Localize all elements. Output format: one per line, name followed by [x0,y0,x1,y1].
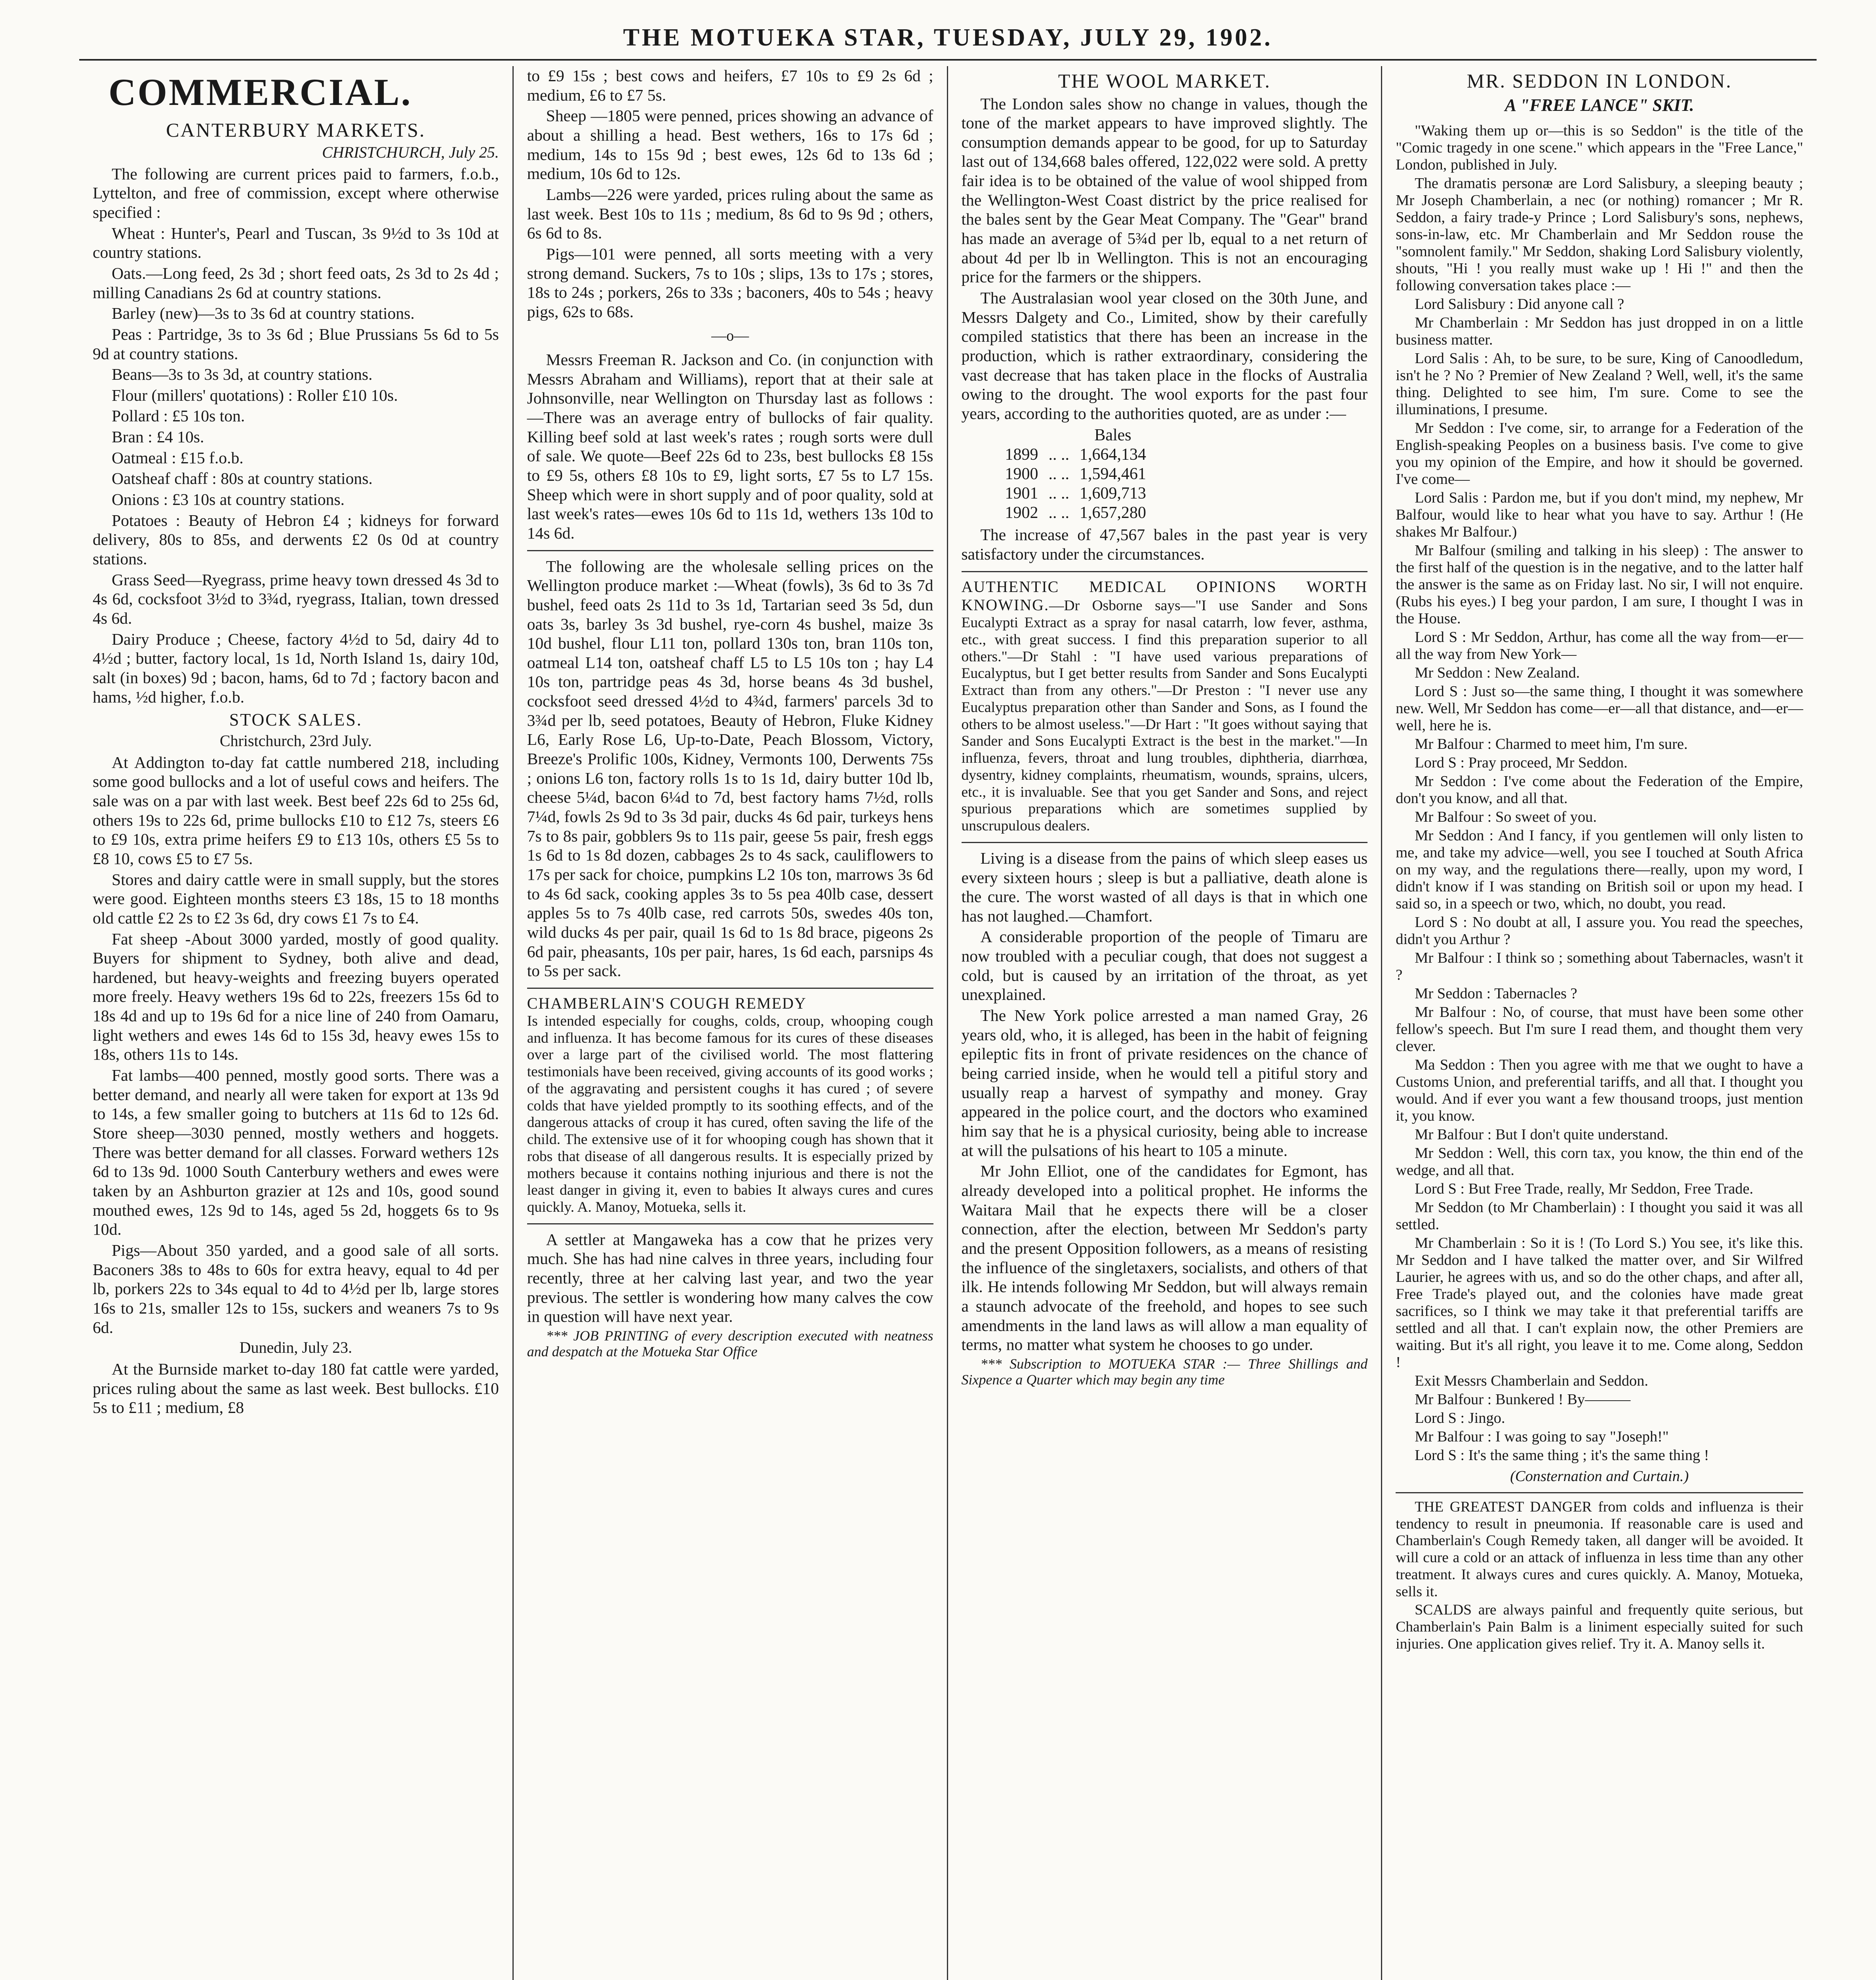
paragraph: Oatmeal : £15 f.o.b. [112,448,244,467]
dialogue-line: Lord S : No doubt at all, I assure you. You read the speeches, didn't you Arthur ? [1396,914,1803,948]
dialogue-line: Lord S : Pray proceed, Mr Seddon. [1415,754,1628,771]
dateline: CHRISTCHURCH, July 25. [322,143,499,161]
paragraph: Peas : Partridge, 3s to 3s 6d ; Blue Prussians 5s 6d to 5s 9d at country stations. [93,325,499,363]
dialogue-line: Lord S : It's the same thing ; it's the same thing ! [1415,1447,1709,1464]
dialogue-line: Lord S : Jingo. [1415,1409,1505,1426]
dialogue-line: Mr Balfour : I was going to say "Joseph!" [1415,1428,1669,1445]
table-row [1005,465,1157,484]
paragraph: Grass Seed—Ryegrass, prime heavy town dressed 4s 3d to 4s 6d, cocksfoot 3½d to 3¾d, ryegrass, Italian, town dressed 4s 6d. [93,570,499,628]
dateline: Dunedin, July 23. [239,1338,352,1357]
stock-sales-heading: STOCK SALES. [229,710,362,730]
paragraph: The increase of 47,567 bales in the past year is very satisfactory under the circumstances. [961,525,1368,563]
paragraph: Fat lambs—400 penned, mostly good sorts. There was a better demand, and nearly all were taken for export at 13s 9d to 14s, a few smaller going to butchers at 11s 6d to 12s 6d. Store sheep—3030 penned, mostly wethers and hoggets. There was better demand for all classes. Forward wethers 12s 6d to 13s 9d. 1000 South Canterbury wethers and ewes were taken by an Ashburton grazier at 12s and 10s, good sound mouthed ewes, 12s 9d to 14s, aged 5s 2d, hoggets 6s to 9s 10d. [93,1066,499,1239]
dateline: Christchurch, 23rd July. [219,731,372,750]
paragraph: Stores and dairy cattle were in small supply, but the stores were good. Eighteen months steers £3 18s, 15 to 18 months old cattle £2 2s to £2 3s 6d, dry cows £1 7s to £4. [93,870,499,927]
paragraph: Is intended especially for coughs, colds, croup, whooping cough and influenza. It has become famous for its cures of these diseases over a large part of the civilised world. The most flattering testimonials have been received, giving accounts of its good works ; of the aggravating and persistent coughs it has cured ; of severe colds that have yielded promptly to its soothing effects, and of the dangerous attacks of croup it has cured, often saving the life of the child. The extensive use of it for whooping cough has shown that it robs that disease of all dangerous results. It is especially prized by mothers because it contains nothing injurious and there is not the least danger in giving it, even to babies It always cures and cures quickly. A. Manoy, Motueka, sells it. [527,1013,933,1216]
table-cell: .. .. [1048,504,1069,522]
paragraph: Lambs—226 were yarded, prices ruling about the same as last week. Best 10s to 11s ; medium, 8s 6d to 9s 9d ; others, 6s 6d to 8s. [527,185,933,242]
paragraph: Flour (millers' quotations) : Roller £10 10s. [112,386,398,404]
table-row [1005,445,1157,465]
paragraph: Oats.—Long feed, 2s 3d ; short feed oats, 2s 3d to 2s 4d ; milling Canadians 2s 6d at country stations. [93,264,499,302]
wool-market-heading: THE WOOL MARKET. [1058,70,1271,92]
dialogue-line: Mr Balfour : Charmed to meet him, I'm sure. [1415,735,1688,752]
dialogue-line: Mr Seddon : Tabernacles ? [1415,985,1577,1002]
dialogue-line: Lord S : But Free Trade, really, Mr Seddon, Free Trade. [1415,1180,1754,1197]
paragraph: Pollard : £5 10s ton. [112,407,245,425]
column-wool [948,66,1383,1980]
dialogue-line: Mr Balfour : But I don't quite understand. [1415,1126,1668,1143]
cough-remedy-heading: CHAMBERLAIN'S COUGH REMEDY [527,994,807,1012]
column-commercial [79,66,514,1980]
paragraph: Living is a disease from the pains of which sleep eases us every sixteen hours ; sleep is but a palliative, death alone is the cure. The worst wasted of all days is that in which one has not laughed.—Chamfort. [961,849,1368,925]
dialogue-line: Lord S : Just so—the same thing, I thought it was somewhere new. Well, Mr Seddon has come—er—all that distance, and—er—well, here he is. [1396,683,1803,734]
curtain-line: (Consternation and Curtain.) [1510,1468,1689,1485]
dialogue-line: Mr Seddon : I've come about the Federation of the Empire, don't you know, and all that. [1396,773,1803,807]
wool-exports-table [1005,426,1157,523]
dialogue-line: Lord S : Mr Seddon, Arthur, has come all the way from—er—all the way from New York— [1396,628,1803,663]
dialogue-line: The dramatis personæ are Lord Salisbury, a sleeping beauty ; Mr Joseph Chamberlain, a nec (or nothing) romancer ; Mr R. Seddon, a fairy trade-y Prince ; Lord Salisbury's sons, nephews, sons-in-law, etc. Mr Chamberlain and Mr Seddon rouse the "somnolent family." Mr Seddon, shaking Lord Salisbury violently, shouts, "Hi ! you really must wake up ! Hi !" and then the following conversation takes place :— [1396,175,1803,294]
table-cell: 1,594,461 [1080,465,1146,483]
paragraph: Onions : £3 10s at country stations. [112,490,345,509]
section-heading: COMMERCIAL. [109,71,412,113]
rule [527,1223,933,1224]
dialogue-line: Exit Messrs Chamberlain and Seddon. [1415,1372,1648,1389]
dialogue-line: Mr Seddon : And I fancy, if you gentlemen will only listen to me, and take my advice—well, you see I touched at South Africa on my way, and the regulations there—really, upon my word, I didn't know if I was standing on British soil or upon my head. I said so, in a speech or two, which, no doubt, you read. [1396,827,1803,912]
rule [1396,1492,1803,1493]
paragraph: At Addington to-day fat cattle numbered 218, including some good bullocks and a lot of useful cows and heifers. The sale was on a par with last week. Best beef 22s 6d to 25s 6d, others 19s to 22s 6d, prime bullocks £10 to £12 7s, steers £6 to £9 10s, extra prime heifers £9 to £13 10s, others £5 5s to £8 10, cows £5 to £7 5s. [93,753,499,868]
paragraph: Dairy Produce ; Cheese, factory 4½d to 5d, dairy 4d to 4½d ; butter, factory local, 1s 1d, North Island 1s, dairy 10d, salt (in boxes) 9d ; bacon, hams, 6d to 7d ; factory bacon and hams, ½d higher, f.o.b. [93,630,499,706]
dialogue-line: Mr Balfour : I think so ; something about Tabernacles, wasn't it ? [1396,949,1803,983]
dialogue-line: Lord Salisbury : Did anyone call ? [1415,295,1625,312]
paragraph: Beans—3s to 3s 3d, at country stations. [112,365,373,384]
table-cell: 1900 [1005,465,1038,483]
paragraph: Pigs—101 were penned, all sorts meeting with a very strong demand. Suckers, 7s to 10s ; slips, 13s to 17s ; stores, 18s to 24s ; porkers, 26s to 33s ; baconers, 40s to 54s ; heavy pigs, 62s to 68s. [527,244,933,321]
table-cell: .. .. [1048,445,1069,464]
paragraph: Wheat : Hunter's, Pearl and Tuscan, 3s 9½d to 3s 10d at country stations. [93,224,499,262]
table-cell: 1,657,280 [1080,504,1146,522]
paragraph: SCALDS are always painful and frequently quite serious, but Chamberlain's Pain Balm is a liniment especially suited for such injuries. One application gives relief. Try it. A. Manoy sells it. [1396,1602,1803,1652]
paragraph: Sheep —1805 were penned, prices showing an advance of about a shilling a head. Best wethers, 16s to 17s 6d ; medium, 14s to 15s 9d ; best ewes, 12s 6d to 13s 6d ; medium, 10s 6d to 12s. [527,107,933,183]
dialogue-line: Mr Seddon : I've come, sir, to arrange for a Federation of the English-speaking Peoples on a business basis. I've come to give you my opinion of the Empire, and how it should be governed. I've come— [1396,419,1803,487]
paragraph: The following are the wholesale selling prices on the Wellington produce market :—Wheat (fowls), 3s 6d to 3s 7d bushel, feed oats 2s 11d to 3s 1d, Tartarian seed 3s 5d, dun oats 3s, barley 3s 3d bushel, rye-corn 4s bushel, maize 3s 10d bushel, flour L11 ton, pollard 130s ton, bran 110s ton, oatmeal L14 ton, oatsheaf chaff L5 to L5 10s ton ; hay L4 10s ton, partridge peas 4s 3d, horse beans 4s 3d bushel, cocksfoot seed dressed 4½d to 4¾d, farmers' parcels 3d to 3¾d per lb, seed potatoes, Beauty of Hebron, Fluke Kidney L6, Early Rose L6, Up-to-Date, Peach Blossom, Victory, Breeze's Prolific 100s, Kidney, Vermonts 100, Derwents 75s ; onions L6 ton, factory rolls 1s to 1s 1d, dairy butter 10d lb, cheese 5¼d, bacon 6¼d to 7d, best factory hams 7½d, rolls 7¼d, fowls 2s 9d to 3s 3d pair, ducks 4s 6d pair, turkeys hens 7s to 8s pair, gobblers 9s to 11s pair, geese 5s pair, fresh eggs 1s 6d to 1s 8d dozen, cabbages 2s to 4s sack, cauliflowers to 17s per sack for choice, pumpkins L2 10s ton, marrows 3s 6d to 4s 6d sack, cooking apples 3s to 5s pea 40lb case, dessert apples 5s to 7s 40lb case, red carrots 50s, swedes 40s ton, wild ducks 4s per pair, quail 1s 6d to 1s 8d brace, pigeons 2s 6d pair, pheasants, 10s per pair, hares, 1s 6d each, parsnips 4s to 5s per sack. [527,557,933,980]
seddon-dialogue [1396,122,1803,1485]
table-cell: 1901 [1005,484,1038,503]
subscription-notice: *** Subscription to MOTUEKA STAR :— Three Shillings and Sixpence a Quarter which may begin any time [961,1356,1368,1388]
table-cell: .. .. [1048,465,1069,483]
dialogue-line: Mr Chamberlain : So it is ! (To Lord S.) You see, it's like this. Mr Seddon and I have talked the matter over, and Sir Wilfred Laurier, he agrees with us, and so do the other chaps, and after all, Free Trade's played out, and the colonies have made great sacrifices, so I think we may take it that preferential tariffs are settled and all that. I can't explain now, the other Premiers are waiting. But it's all right, you leave it to me. Come along, Seddon ! [1396,1234,1803,1371]
paragraph: A considerable proportion of the people of Timaru are now troubled with a peculiar cough, that does not suggest a cold, but is caused by an irritation of the throat, as yet unexplained. [961,927,1368,1004]
table-cell: 1902 [1005,504,1038,522]
table-cell: 1,609,713 [1080,484,1146,503]
dialogue-line: Mr Seddon : Well, this corn tax, you know, the thin end of the wedge, and all that. [1396,1144,1803,1178]
dialogue-line: Lord Salis : Ah, to be sure, to be sure, King of Canoodledum, isn't he ? No ? Premier of New Zealand ? Well, well, it's the same thing. Delighted to see him, I'm sure. Come to see the illuminations, I presume. [1396,350,1803,418]
seddon-heading: MR. SEDDON IN LONDON. [1467,70,1732,92]
rule [527,988,933,989]
dialogue-line: Mr Balfour : So sweet of you. [1415,808,1597,825]
paragraph [962,578,1368,835]
dialogue-line: Lord Salis : Pardon me, but if you don't mind, my nephew, Mr Balfour, would like to hear what you have to say. Arthur ! (He shakes Mr Balfour.) [1396,489,1803,540]
paragraph: At the Burnside market to-day 180 fat cattle were yarded, prices ruling about the same as last week. Best bullocks. £10 5s to £11 ; medium, £8 [93,1360,499,1417]
job-printing-notice: *** JOB PRINTING of every description executed with neatness and despatch at the Motueka Star Office [527,1328,933,1360]
paragraph: Fat sheep -About 3000 yarded, mostly of good quality. Buyers for shipment to Sydney, both alive and dead, hardened, but heavy-weights and freezing buyers operated more freely. Heavy wethers 19s 6d to 22s, freezers 15s 6d to 18s 4d and up to 19s 6d for a nice line of 240 from Oamaru, light wethers and ewes 14s 6d to 15s 3d, heavy ewes 15s to 18s, others 11s to 14s. [93,929,499,1064]
table-header: Bales [1094,426,1131,444]
paragraph: The New York police arrested a man named Gray, 26 years old, who, it is alleged, has been in the habit of feigning epileptic fits in front of private residences on the chance of being carried inside, when he would tell a pitiful story and usually reap a harvest of sympathy and money. Gray appeared in the police court, and the doctors who examined him say that he is a physical curiosity, being able to increase at will the pulsations of his heart to 105 a minute. [961,1006,1368,1159]
rule [527,550,933,551]
rule [962,571,1368,572]
paragraph: The Australasian wool year closed on the 30th June, and Messrs Dalgety and Co., Limited, show by their carefully compiled statistics that there has been an increase in the production, which is rather extraordinary, considering the vast decrease that has taken place in the flocks of Australia owing to the drought. The wool exports for the past four years, according to the authorities quoted, are as under :— [961,289,1368,423]
paragraph: Oatsheaf chaff : 80s at country stations. [112,469,373,488]
paragraph: A settler at Mangaweka has a cow that he prizes very much. She has had nine calves in three years, including four recently, three at her calving last year, and two the year previous. The settler is wondering how many calves the cow in question will have next year. [527,1230,933,1326]
paragraph: Bran : £4 10s. [112,428,204,446]
paragraph: THE GREATEST DANGER from colds and influenza is their tendency to result in pneumonia. If reasonable care is used and Chamberlain's Cough Remedy taken, all danger will be avoided. It will cure a cold or an attack of influenza in less time than any other treatment. It always cures and cures quickly. A. Manoy, Motueka, sells it. [1396,1498,1803,1600]
medical-text: —Dr Osborne says—"I use Sander and Sons Eucalypti Extract as a spray for nasal catarrh, low fever, asthma, etc., with great success. I find this preparation superior to all others."—Dr Stahl : "I have used various preparations of Eucalyptus, but I get better results from Sander and Sons Eucalypti Extract than from any others."—Dr Preston : "I never use any Eucalyptus preparation other than Sander and Sons, as I found the others to be almost useless."—Dr Hart : "It goes without saying that Sander and Sons Eucalypti Extract is the best in the market."—In influenza, fevers, throat and lung troubles, diphtheria, diarrhœa, dysentry, kidney complaints, rheumatism, wounds, sprains, ulcers, etc., it is invaluable. See that you get Sander and Sons, and reject spurious preparations which are sometimes supplied by unscrupulous dealers. [961,598,1368,834]
columns [79,66,1817,1980]
seddon-subheading: A "FREE LANCE" SKIT. [1505,95,1694,115]
table-row [1005,503,1157,523]
dialogue-line: "Waking them up or—this is so Seddon" is the title of the "Comic tragedy in one scene." which appears in the "Free Lance," London, published in July. [1396,122,1803,173]
paragraph: Messrs Freeman R. Jackson and Co. (in conjunction with Messrs Abraham and Williams), report that at their sale at Johnsonville, near Wellington on Thursday last as follows :—There was an average entry of bullocks of fair quality. Killing beef sold at last week's rates ; rough sorts were dull of sale. We quote—Beef 22s 6d to 23s, best bullocks £8 15s to £9 5s, others £8 10s to £9, light sorts, £7 5s to L7 15s. Sheep which were in short supply and of poor quality, sold at last week's rates—ewes 10s 6d to 11s 1d, wethers 13s 10d to 14s 6d. [527,350,933,542]
dialogue-line: Mr Balfour : No, of course, that must have been some other fellow's speech. But I'm sure I read them, and thought them very clever. [1396,1003,1803,1055]
table-cell: .. .. [1048,484,1069,503]
table-header-row [1005,426,1157,445]
dialogue-line: Mr Balfour (smiling and talking in his sleep) : The answer to the first half of the question is in the negative, and to the latter half the answer is the same as on Friday last. No sir, I will not enquire. (Rubs his eyes.) I beg your pardon, I am sure, I thought I was in the House. [1396,542,1803,627]
divider: —o— [711,327,749,344]
medical-heading: AUTHENTIC MEDICAL OPINIONS WORTH KNOWING. [961,577,1368,614]
table-cell: 1,664,134 [1080,445,1146,464]
paragraph: Barley (new)—3s to 3s 6d at country stations. [112,304,415,323]
dialogue-line: Mr Balfour : Bunkered ! By——— [1415,1391,1631,1408]
column-seddon [1382,66,1817,1980]
table-cell: 1899 [1005,445,1038,464]
paragraph: Potatoes : Beauty of Hebron £4 ; kidneys for forward delivery, 80s to 85s, and derwents £2 0s 0d at country stations. [93,511,499,568]
paragraph: Mr John Elliot, one of the candidates for Egmont, has already developed into a political prophet. He informs the Waitara Mail that he expects there will be a closer connection, after the election, between Mr Seddon's party and the present Opposition followers, as a means of resisting the influence of the singletaxers, socialists, and others of that ilk. He intends following Mr Seddon, but will always remain a staunch advocate of the freehold, and hopes to see such amendments in the land laws as will allow a man equality of terms, no matter what system he chooses to go under. [961,1162,1368,1354]
paragraph: The following are current prices paid to farmers, f.o.b., Lyttelton, and free of commission, except where otherwise specified : [93,164,499,221]
paragraph: The London sales show no change in values, though the tone of the market appears to have improved slightly. The consumption demands appear to be good, for up to Saturday last out of 134,668 bales offered, 122,022 were sold. A pretty fair idea is to be obtained of the value of wool shipped from the Wellington-West Coast district by the price realised for the bales sent by the Gear Meat Company. The "Gear" brand has made an average of 5¾d per lb, equal to a net return of about 4d per lb in Wellington. This is not an encouraging price for the farmers or the shippers. [961,94,1368,286]
table-row [1005,484,1157,503]
paragraph: to £9 15s ; best cows and heifers, £7 10s to £9 2s 6d ; medium, £6 to £7 5s. [527,67,933,104]
masthead: THE MOTUEKA STAR, TUESDAY, JULY 29, 1902. [79,24,1817,61]
dialogue-line: Mr Seddon (to Mr Chamberlain) : I thought you said it was all settled. [1396,1199,1803,1233]
paragraph: Pigs—About 350 yarded, and a good sale of all sorts. Baconers 38s to 48s to 60s for extra heavy, equal to 4d per lb, porkers 22s to 34s equal to 4d to 4½d per lb, large stores 16s to 21s, smaller 12s to 15s, suckers and weaners 7s to 9s 6d. [93,1241,499,1336]
dialogue-line: Mr Chamberlain : Mr Seddon has just dropped in on a little business matter. [1396,314,1803,348]
rule [962,842,1368,843]
dialogue-line: Ma Seddon : Then you agree with me that we ought to have a Customs Union, and preferential tariffs, and all that. I thought you would. And if ever you want a few thousand troops, just mention it, you know. [1396,1056,1803,1124]
canterbury-heading: CANTERBURY MARKETS. [166,119,426,141]
column-markets [514,66,948,1980]
dialogue-line: Mr Seddon : New Zealand. [1415,664,1580,681]
